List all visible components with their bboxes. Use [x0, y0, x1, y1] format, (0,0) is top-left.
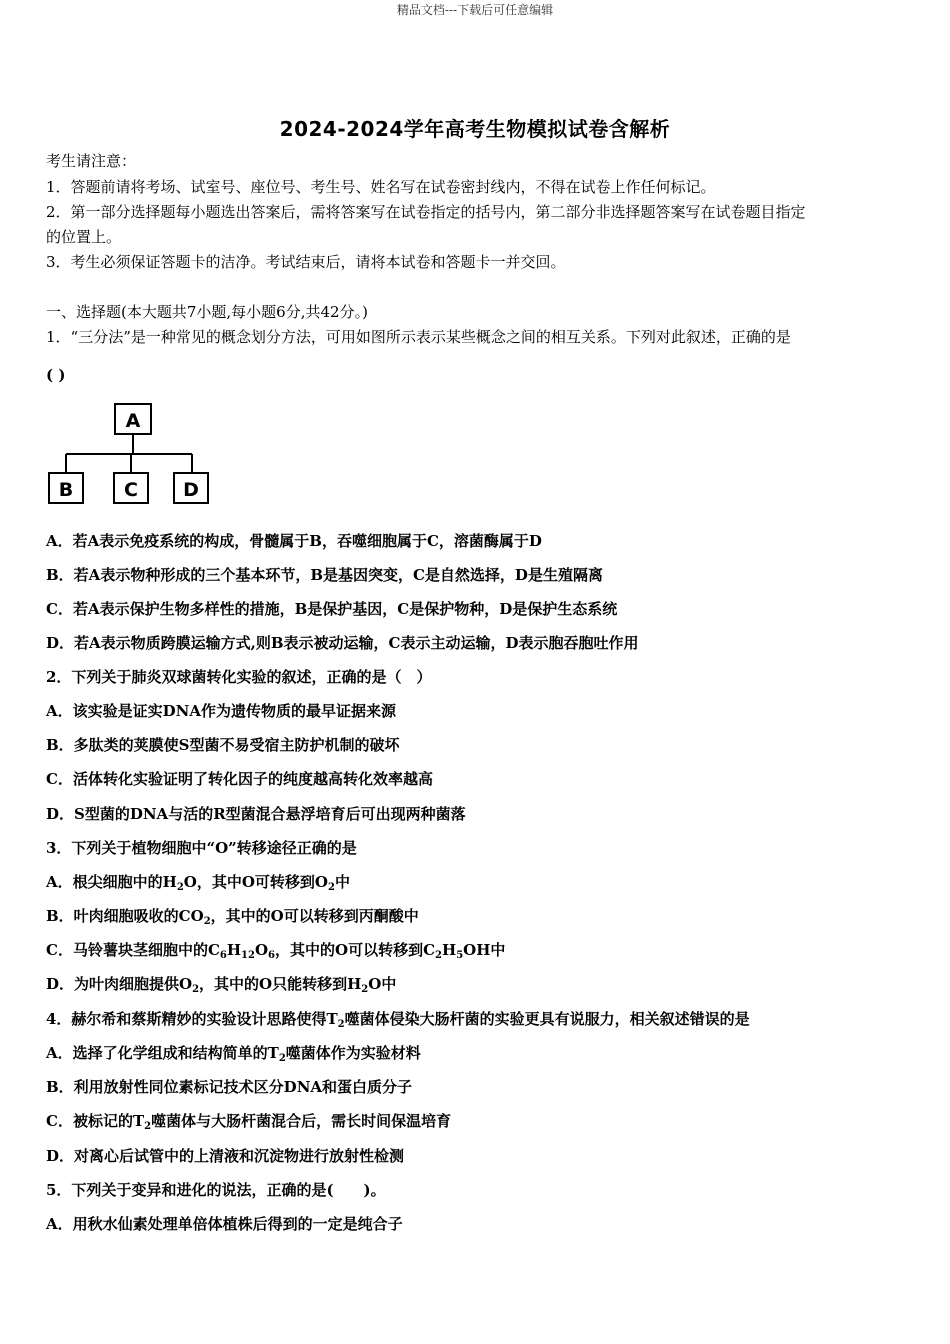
q1-option-a: A．若A表示免疫系统的构成，骨髓属于B，吞噬细胞属于C，溶菌酶属于D [46, 532, 542, 550]
q3-stem: 3．下列关于植物细胞中“O”转移途径正确的是 [46, 839, 357, 857]
diagram-label-b: B [58, 479, 74, 501]
q3-option-c: C．马铃薯块茎细胞中的$C_6H_{12}O_6$，其中的O可以转移到$C_2H_5OH$中 [46, 941, 506, 961]
diagram-label-d: D [183, 479, 199, 501]
q4-option-d: D．对离心后试管中的上清液和沉淀物进行放射性检测 [46, 1147, 405, 1165]
page-title: 2024-2024学年高考生物模拟试卷含解析 [279, 117, 671, 141]
notice-heading: 考生请注意： [46, 152, 137, 170]
q1-stem: 1．“三分法”是一种常见的概念划分方法，可用如图所示表示某些概念之间的相互关系。下列对此叙述，正确的是 [46, 328, 791, 346]
diagram-label-c: C [124, 479, 138, 501]
concept-diagram [46, 402, 216, 508]
section-heading: 一、选择题(本大题共7小题,每小题6分,共42分。) [46, 303, 368, 321]
notice-item-2: 2．第一部分选择题每小题选出答案后，需将答案写在试卷指定的括号内，第二部分非选择题答案写在试卷题目指定 [46, 203, 806, 221]
q4-option-b: B．利用放射性同位素标记技术区分DNA和蛋白质分子 [46, 1078, 413, 1096]
q4-option-c: C．被标记的$T_2$噬菌体与大肠杆菌混合后，需长时间保温培育 [46, 1112, 452, 1132]
q1-option-d: D．若A表示物质跨膜运输方式,则B表示被动运输，C表示主动运输，D表示胞吞胞吐作用 [46, 634, 639, 652]
q3-option-d: D．为叶肉细胞提供$O_2$，其中的O只能转移到$H_2O$中 [46, 975, 397, 995]
notice-item-3: 3．考生必须保证答题卡的洁净。考试结束后，请将本试卷和答题卡一并交回。 [46, 253, 566, 271]
q2-option-b: B．多肽类的荚膜使S型菌不易受宿主防护机制的破坏 [46, 736, 400, 754]
q4-stem: 4．赫尔希和蔡斯精妙的实验设计思路使得$T_2$噬菌体侵染大肠杆菌的实验更具有说服力，相关叙述错误的是 [46, 1010, 750, 1030]
q3-option-b: B．叶肉细胞吸收的$CO_2$，其中的O可以转移到丙酮酸中 [46, 907, 419, 927]
q3-option-a: A．根尖细胞中的$H_2O$，其中O可转移到$O_2$中 [46, 873, 350, 893]
q1-option-b: B．若A表示物种形成的三个基本环节，B是基因突变，C是自然选择，D是生殖隔离 [46, 566, 603, 584]
q4-option-a: A．选择了化学组成和结构简单的$T_2$噬菌体作为实验材料 [46, 1044, 421, 1064]
q2-option-d: D．S型菌的DNA与活的R型菌混合悬浮培育后可出现两种菌落 [46, 805, 466, 823]
q1-paren: ( ) [46, 366, 66, 384]
notice-item-1: 1．答题前请将考场、试室号、座位号、考生号、姓名写在试卷密封线内，不得在试卷上作任何标记。 [46, 178, 716, 196]
diagram-label-a: A [125, 410, 141, 432]
q1-option-c: C．若A表示保护生物多样性的措施，B是保护基因，C是保护物种，D是保护生态系统 [46, 600, 618, 618]
q5-stem: 5．下列关于变异和进化的说法，正确的是( )。 [46, 1181, 386, 1199]
q2-option-a: A．该实验是证实DNA作为遗传物质的最早证据来源 [46, 702, 396, 720]
q2-stem: 2．下列关于肺炎双球菌转化实验的叙述，正确的是（ ） [46, 668, 432, 686]
header-note: 精品文档---下载后可任意编辑 [396, 3, 554, 17]
q2-option-c: C．活体转化实验证明了转化因子的纯度越高转化效率越高 [46, 770, 433, 788]
notice-item-2-cont: 的位置上。 [46, 228, 122, 246]
q5-option-a: A．用秋水仙素处理单倍体植株后得到的一定是纯合子 [46, 1215, 403, 1233]
